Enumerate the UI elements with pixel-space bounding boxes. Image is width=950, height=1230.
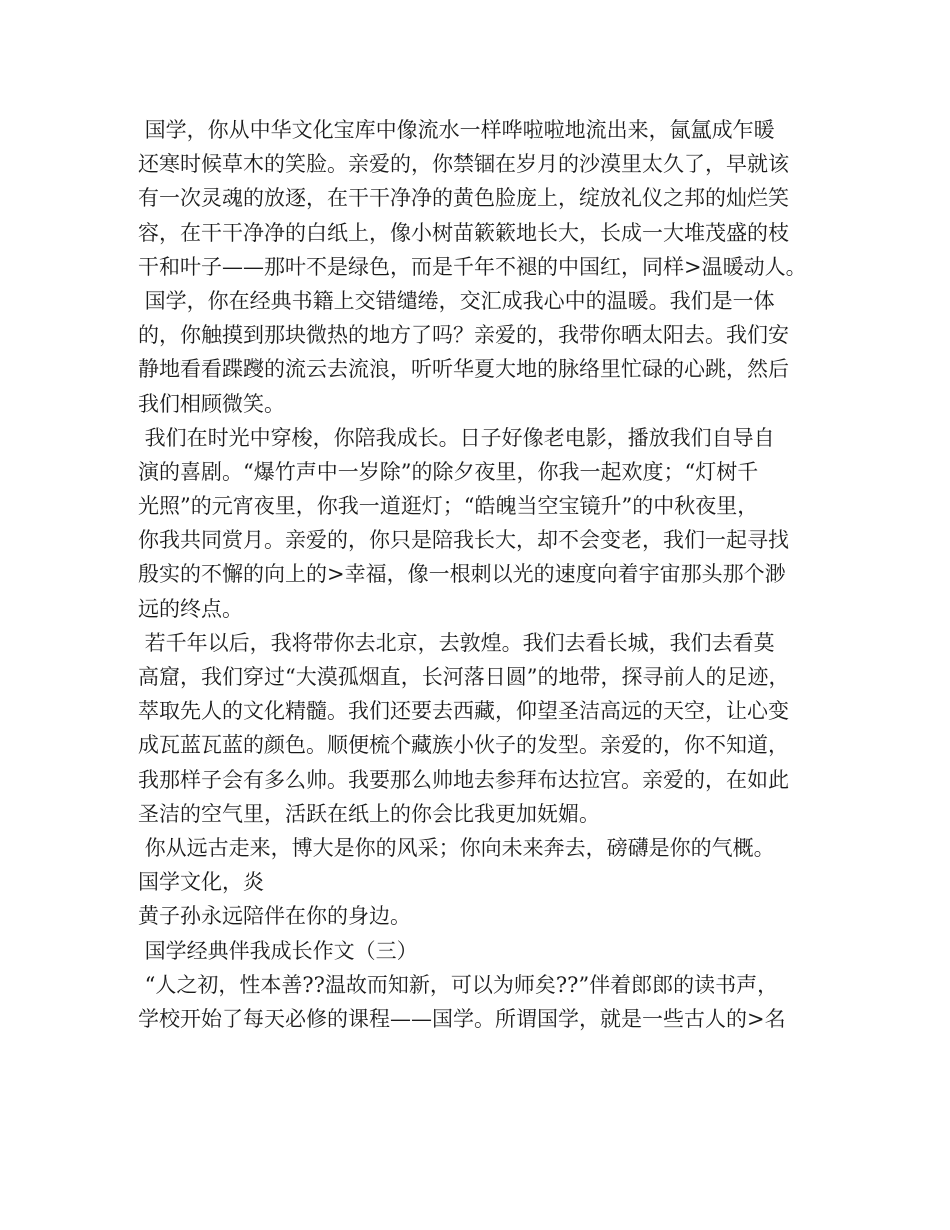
text-line: 我们相顾微笑。	[138, 391, 285, 416]
text-line: 还寒时候草木的笑脸。亲爱的，你禁锢在岁月的沙漠里太久了，早就该	[138, 152, 789, 177]
text-line: 高窟，我们穿过“大漠孤烟直，长河落日圆”的地带，探寻前人的足迹，	[138, 665, 790, 689]
text-line: 成瓦蓝瓦蓝的颜色。顺便梳个藏族小伙子的发型。亲爱的，你不知道，	[138, 733, 789, 758]
text-line: 我们在时光中穿梭，你陪我成长。日子好像老电影，播放我们自导自	[138, 425, 775, 450]
text-line: 萃取先人的文化精髓。我们还要去西藏，仰望圣洁高远的天空，让心变	[138, 699, 789, 724]
text-line: 静地看看蹀躞的流云去流浪，听听华夏大地的脉络里忙碌的心跳，然后	[138, 357, 789, 382]
text-line: 干和叶子——那叶不是绿色，而是千年不褪的中国红，同样>温暖动人。	[138, 254, 807, 279]
text-line: 的，你触摸到那块微热的地方了吗？亲爱的，我带你晒太阳去。我们安	[138, 323, 789, 348]
text-line: 远的终点。	[138, 596, 243, 621]
article-body	[138, 113, 828, 1036]
text-line: 光照”的元宵夜里，你我一道逛灯；“皓魄当空宝镜升”的中秋夜里，	[138, 494, 759, 519]
text-line: 学校开始了每天必修的课程——国学。所谓国学，就是一些古人的>名	[138, 1006, 786, 1031]
text-line: 容，在干干净净的白纸上，像小树苗簌簌地长大，长成一大堆茂盛的枝	[138, 220, 789, 245]
text-line: 演的喜剧。“爆竹声中一岁除”的除夕夜里，你我一起欢度；“灯树千	[138, 459, 759, 484]
text-line: 黄子孙永远陪伴在你的身边。	[138, 904, 411, 929]
text-line: 国学，你在经典书籍上交错缱绻，交汇成我心中的温暖。我们是一体	[138, 288, 775, 313]
section-heading: 国学经典伴我成长作文（三）	[138, 938, 418, 963]
text-line: 我那样子会有多么帅。我要那么帅地去参拜布达拉宫。亲爱的，在如此	[138, 767, 789, 792]
text-line: 你我共同赏月。亲爱的，你只是陪我长大，却不会变老，我们一起寻找	[138, 528, 789, 553]
text-line: 国学文化，炎	[138, 870, 264, 895]
text-line: 有一次灵魂的放逐，在干干净净的黄色脸庞上，绽放礼仪之邦的灿烂笑	[138, 186, 789, 211]
text-line: 你从远古走来，博大是你的风采；你向未来奔去，磅礴是你的气概。	[138, 835, 775, 860]
text-line: “人之初，性本善??温故而知新，可以为师矣??”伴着郎郎的读书声，	[138, 972, 779, 997]
text-line: 国学，你从中华文化宝库中像流水一样哗啦啦地流出来，氤氲成乍暖	[138, 118, 775, 142]
text-line: 圣洁的空气里，活跃在纸上的你会比我更加妩媚。	[138, 801, 600, 826]
text-line: 若千年以后，我将带你去北京，去敦煌。我们去看长城，我们去看莫	[138, 630, 775, 655]
text-line: 殷实的不懈的向上的>幸福，像一根刺以光的速度向着宇宙那头那个渺	[138, 562, 786, 587]
